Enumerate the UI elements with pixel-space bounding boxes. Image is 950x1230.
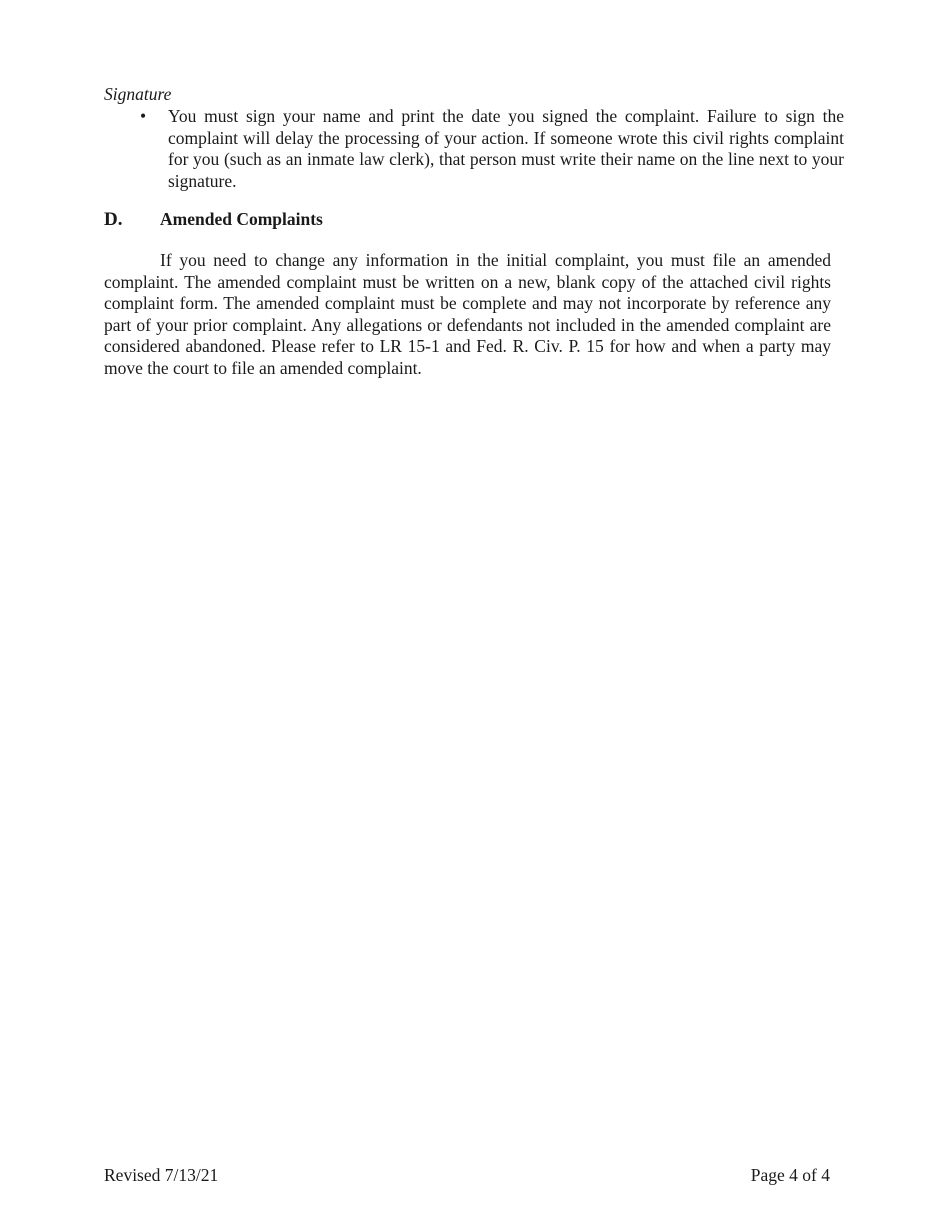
section-title: Amended Complaints <box>160 209 323 229</box>
signature-bullet-text: You must sign your name and print the date you signed the complaint. Failure to sign the complaint will delay the processing of your action. If someone wrote this civil rights complaint for you (such as an inmate law clerk), that person must write their name on the line next to your signature. <box>168 106 844 191</box>
bullet-icon: • <box>140 106 147 126</box>
signature-heading: Signature <box>104 84 172 104</box>
signature-bullet-item <box>104 106 844 192</box>
footer-revised-date: Revised 7/13/21 <box>104 1165 219 1185</box>
section-letter: D. <box>104 209 123 230</box>
signature-bullet-list <box>104 106 844 192</box>
amended-complaints-paragraph: If you need to change any information in the initial complaint, you must file an amended complaint. The amended complaint must be written on a new, blank copy of the attached civil rights complaint form. The amended complaint must be complete and may not incorporate by reference any part of your prior complaint. Any allegations or defendants not included in the amended complaint are considered abandoned. Please refer to LR 15-1 and Fed. R. Civ. P. 15 for how and when a party may move the court to file an amended complaint. <box>104 250 831 378</box>
section-d-heading <box>104 209 323 231</box>
footer-page-number: Page 4 of 4 <box>750 1165 830 1185</box>
